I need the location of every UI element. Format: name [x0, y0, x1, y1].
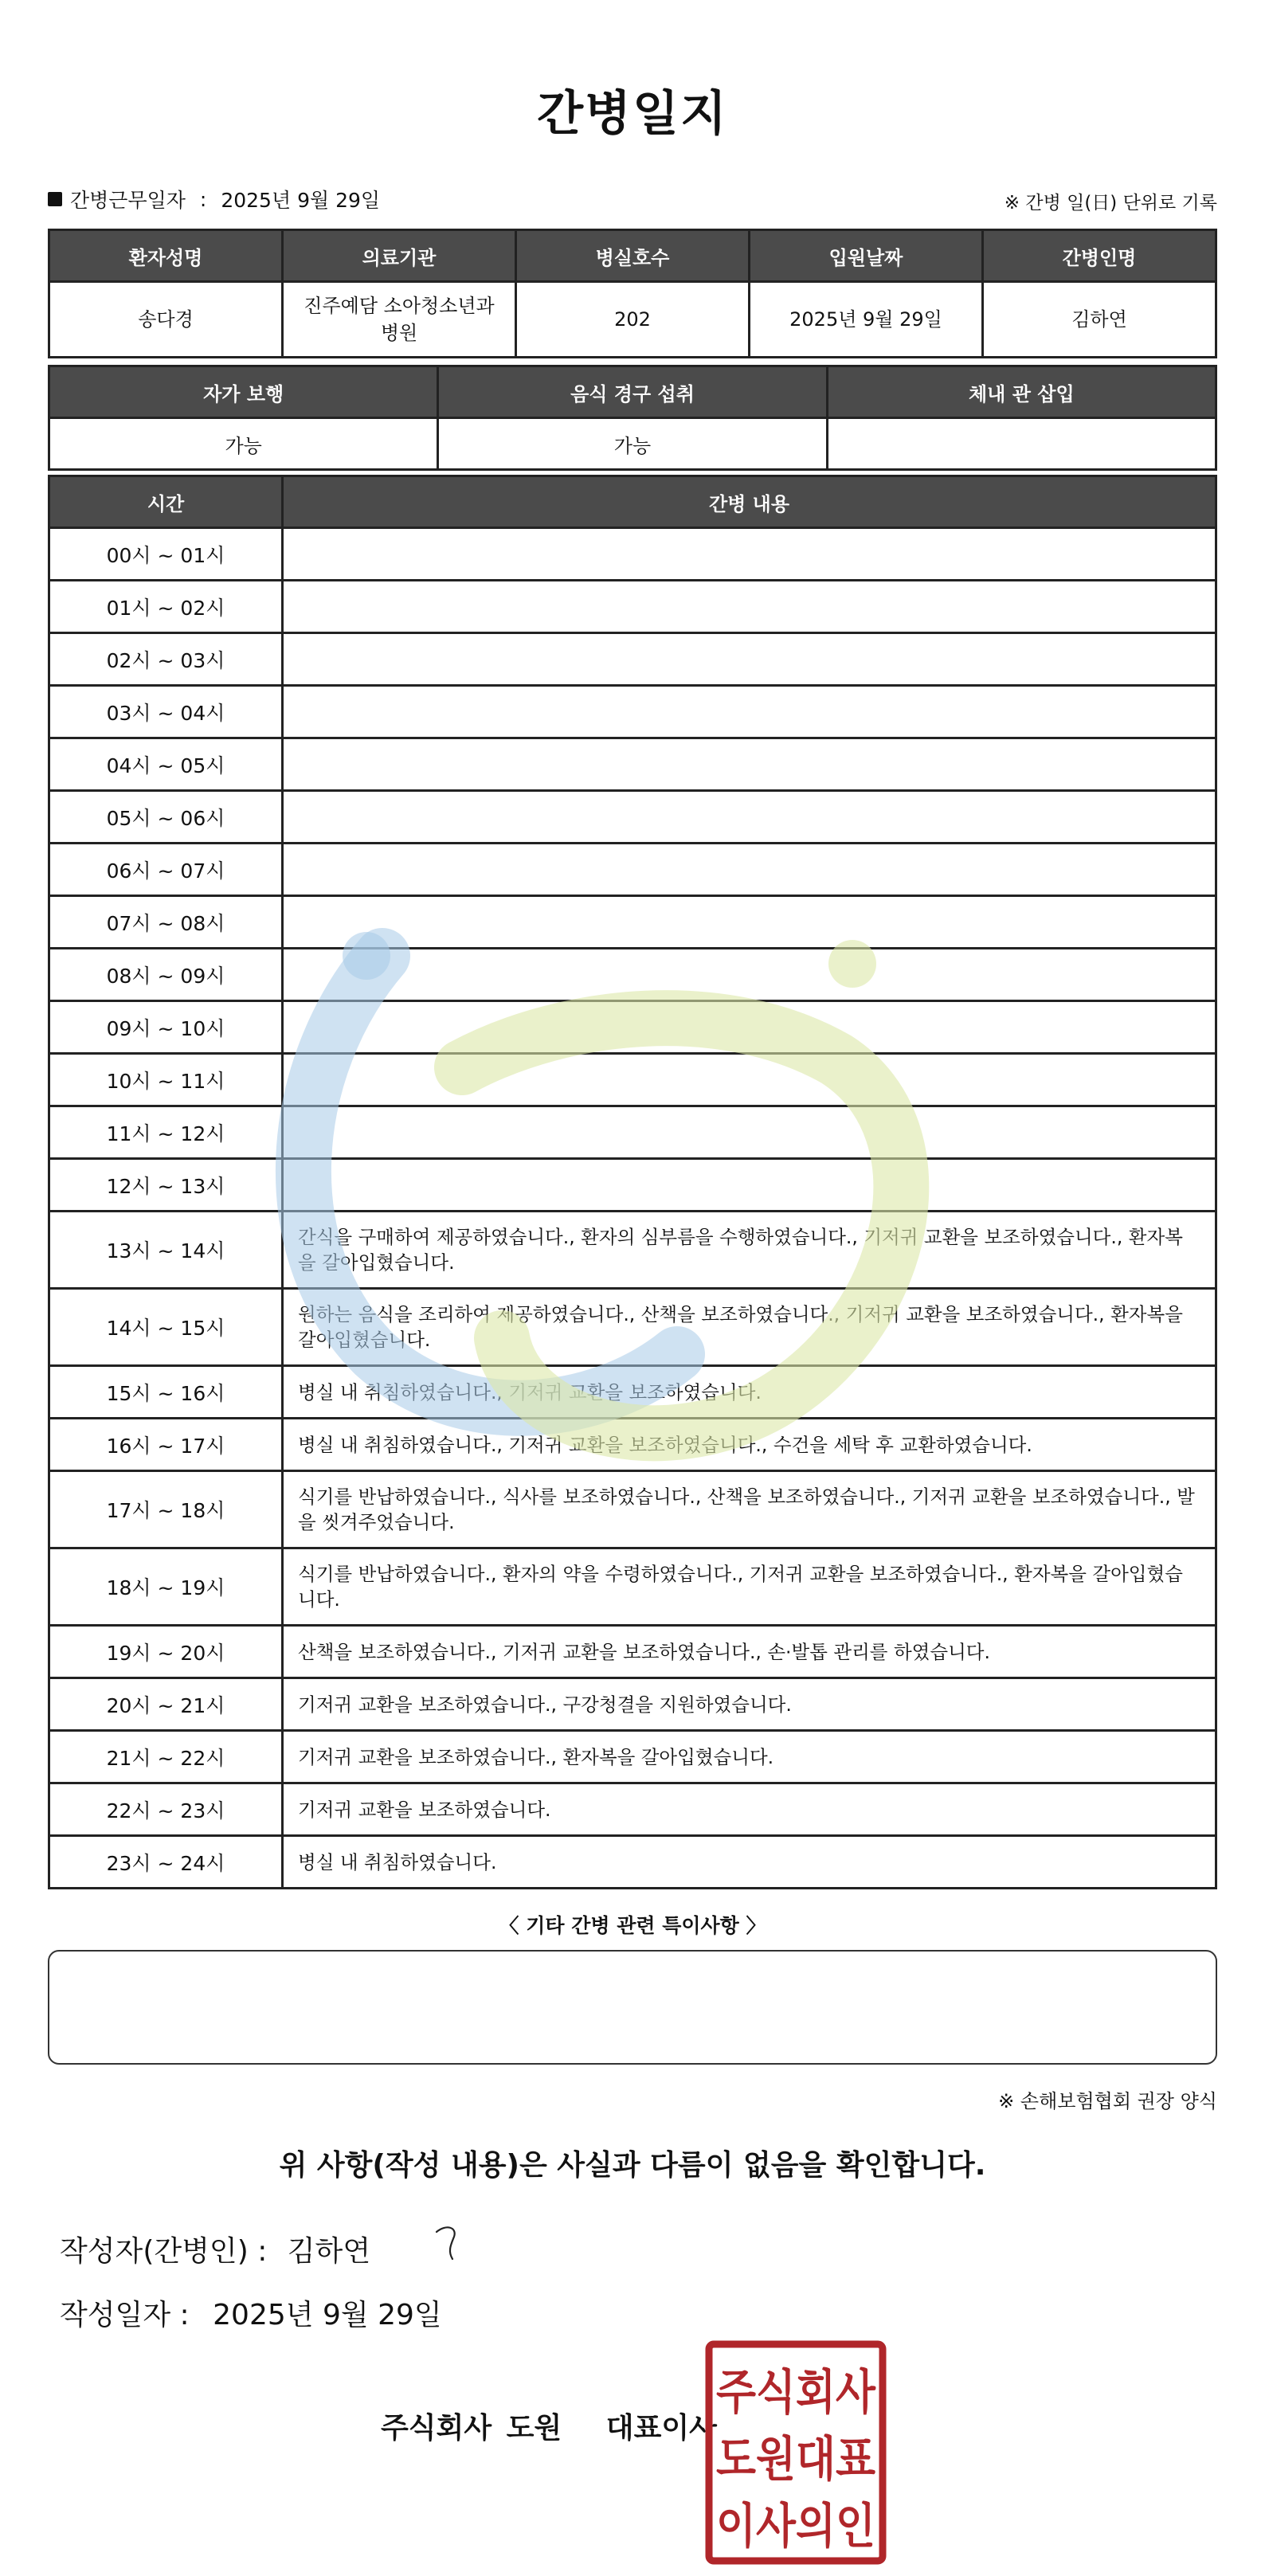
status-header-row — [49, 366, 1216, 418]
svg-text:이사의인: 이사의인 — [716, 2499, 875, 2554]
patient-info-table — [48, 229, 1217, 358]
writer-line — [60, 2229, 370, 2269]
svg-text:주식회사: 주식회사 — [716, 2365, 876, 2421]
header-admission-date: 입원날짜 — [750, 230, 983, 282]
table-row — [49, 1626, 1216, 1678]
room-number: 202 — [516, 282, 750, 358]
row-time: 20시 ~ 21시 — [49, 1678, 283, 1731]
row-content — [283, 844, 1216, 896]
row-content — [283, 1106, 1216, 1159]
company-seal-icon — [705, 2340, 887, 2565]
status-value-row — [49, 418, 1216, 470]
table-row — [49, 1159, 1216, 1212]
row-time: 07시 ~ 08시 — [49, 896, 283, 949]
row-time: 00시 ~ 01시 — [49, 528, 283, 581]
table-row — [49, 1289, 1216, 1366]
source-note: ※ 손해보험협회 권장 양식 — [998, 2090, 1217, 2112]
row-content: 산책을 보조하였습니다., 기저귀 교환을 보조하였습니다., 손·발톱 관리를 하였습니다. — [283, 1626, 1216, 1678]
row-content: 병실 내 취침하였습니다., 기저귀 교환을 보조하였습니다., 수건을 세탁 후 교환하였습니다. — [283, 1419, 1216, 1471]
table-row — [49, 633, 1216, 686]
table-row — [49, 1366, 1216, 1419]
row-content: 식기를 반납하였습니다., 환자의 약을 수령하였습니다., 기저귀 교환을 보조하였습니다., 환자복을 갈아입혔습니다. — [283, 1548, 1216, 1626]
header-room: 병실호수 — [516, 230, 750, 282]
notes-box[interactable] — [48, 1950, 1217, 2065]
writer-label: 작성자(간병인) : — [60, 2235, 268, 2268]
table-row — [49, 1419, 1216, 1471]
table-row — [49, 1548, 1216, 1626]
table-row — [49, 896, 1216, 949]
square-bullet-icon — [48, 192, 62, 206]
row-content — [283, 1001, 1216, 1054]
row-time: 23시 ~ 24시 — [49, 1836, 283, 1889]
hospital-name: 진주예담 소아청소년과 병원 — [283, 282, 516, 358]
confirmation-text: 위 사항(작성 내용)은 사실과 다름이 없음을 확인합니다. — [279, 2149, 986, 2182]
row-time: 15시 ~ 16시 — [49, 1366, 283, 1419]
written-date-value: 2025년 9월 29일 — [213, 2299, 442, 2331]
row-content: 식기를 반납하였습니다., 식사를 보조하였습니다., 산책을 보조하였습니다., 기저귀 교환을 보조하였습니다., 발을 씻겨주었습니다. — [283, 1471, 1216, 1548]
table-row — [49, 1001, 1216, 1054]
row-time: 11시 ~ 12시 — [49, 1106, 283, 1159]
oral-intake-status: 가능 — [438, 418, 827, 470]
row-time: 17시 ~ 18시 — [49, 1471, 283, 1548]
row-content — [283, 528, 1216, 581]
row-time: 19시 ~ 20시 — [49, 1626, 283, 1678]
company-signature-line: 주식회사 도원 대표이사 — [381, 2412, 717, 2445]
row-time: 18시 ~ 19시 — [49, 1548, 283, 1626]
row-content: 병실 내 취침하였습니다. — [283, 1836, 1216, 1889]
row-content: 원하는 음식을 조리하여 제공하였습니다., 산책을 보조하였습니다., 기저귀 교환을 보조하였습니다., 환자복을 갈아입혔습니다. — [283, 1289, 1216, 1366]
row-time: 06시 ~ 07시 — [49, 844, 283, 896]
row-time: 09시 ~ 10시 — [49, 1001, 283, 1054]
caregiver-name: 김하연 — [983, 282, 1216, 358]
header-caregiver: 간병인명 — [983, 230, 1216, 282]
table-row — [49, 738, 1216, 791]
row-content — [283, 791, 1216, 844]
row-time: 14시 ~ 15시 — [49, 1289, 283, 1366]
page-title: 간병일지 — [537, 86, 728, 142]
header-care-content: 간병 내용 — [283, 476, 1216, 528]
row-content — [283, 686, 1216, 738]
header-patient-name: 환자성명 — [49, 230, 283, 282]
table-row — [49, 1471, 1216, 1548]
header-time: 시간 — [49, 476, 283, 528]
work-date-separator: : — [199, 187, 207, 211]
writer-name: 김하연 — [287, 2235, 371, 2268]
header-oral-intake: 음식 경구 섭취 — [438, 366, 827, 418]
table-row — [49, 1106, 1216, 1159]
table-row — [49, 844, 1216, 896]
written-date-line — [60, 2292, 442, 2333]
patient-status-table — [48, 365, 1217, 471]
svg-text:도원대표: 도원대표 — [716, 2432, 876, 2488]
admission-date: 2025년 9월 29일 — [750, 282, 983, 358]
table-row — [49, 686, 1216, 738]
row-content — [283, 581, 1216, 633]
table-row — [49, 1783, 1216, 1836]
row-content: 기저귀 교환을 보조하였습니다., 환자복을 갈아입혔습니다. — [283, 1731, 1216, 1783]
row-content — [283, 1054, 1216, 1106]
header-hospital: 의료기관 — [283, 230, 516, 282]
work-date-line — [48, 185, 380, 213]
row-time: 04시 ~ 05시 — [49, 738, 283, 791]
row-time: 12시 ~ 13시 — [49, 1159, 283, 1212]
table-row — [49, 581, 1216, 633]
table-row — [49, 1836, 1216, 1889]
care-log-table — [48, 475, 1217, 1889]
row-time: 03시 ~ 04시 — [49, 686, 283, 738]
notes-title: 〈 기타 간병 관련 특이사항 〉 — [499, 1914, 766, 1937]
row-content: 기저귀 교환을 보조하였습니다., 구강청결을 지원하였습니다. — [283, 1678, 1216, 1731]
tube-status — [827, 418, 1216, 470]
table-row — [49, 1212, 1216, 1289]
table-row — [49, 1054, 1216, 1106]
log-header-row — [49, 476, 1216, 528]
row-time: 02시 ~ 03시 — [49, 633, 283, 686]
work-date-value: 2025년 9월 29일 — [221, 189, 381, 212]
table-row — [49, 1731, 1216, 1783]
row-content — [283, 896, 1216, 949]
row-time: 13시 ~ 14시 — [49, 1212, 283, 1289]
written-date-label: 작성일자 : — [60, 2299, 190, 2331]
row-time: 21시 ~ 22시 — [49, 1731, 283, 1783]
table-row — [49, 949, 1216, 1001]
signature-icon — [430, 2222, 470, 2278]
work-date-label: 간병근무일자 — [70, 189, 186, 212]
row-content — [283, 633, 1216, 686]
row-content: 간식을 구매하여 제공하였습니다., 환자의 심부름을 수행하였습니다., 기저귀 교환을 보조하였습니다., 환자복을 갈아입혔습니다. — [283, 1212, 1216, 1289]
row-content — [283, 949, 1216, 1001]
table-row — [49, 1678, 1216, 1731]
walking-status: 가능 — [49, 418, 438, 470]
row-time: 16시 ~ 17시 — [49, 1419, 283, 1471]
record-unit-note: ※ 간병 일(日) 단위로 기록 — [1004, 193, 1217, 213]
header-walking: 자가 보행 — [49, 366, 438, 418]
row-time: 05시 ~ 06시 — [49, 791, 283, 844]
header-tube: 체내 관 삽입 — [827, 366, 1216, 418]
row-content: 병실 내 취침하였습니다., 기저귀 교환을 보조하였습니다. — [283, 1366, 1216, 1419]
row-content — [283, 1159, 1216, 1212]
row-time: 08시 ~ 09시 — [49, 949, 283, 1001]
row-time: 10시 ~ 11시 — [49, 1054, 283, 1106]
row-time: 01시 ~ 02시 — [49, 581, 283, 633]
patient-name: 송다경 — [49, 282, 283, 358]
table-row — [49, 791, 1216, 844]
table-row — [49, 528, 1216, 581]
patient-header-row — [49, 230, 1216, 282]
row-time: 22시 ~ 23시 — [49, 1783, 283, 1836]
notes-content — [49, 1952, 1216, 1977]
row-content — [283, 738, 1216, 791]
patient-value-row — [49, 282, 1216, 358]
row-content: 기저귀 교환을 보조하였습니다. — [283, 1783, 1216, 1836]
